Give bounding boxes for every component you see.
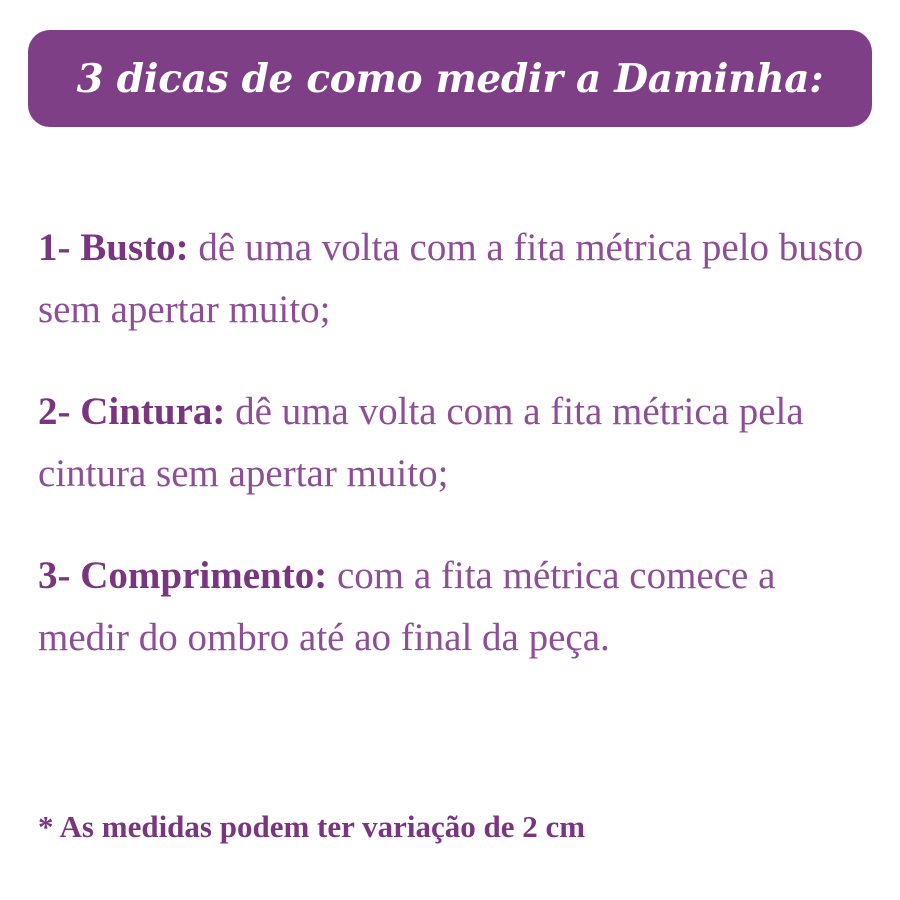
title-banner	[28, 30, 872, 127]
tip-1-text: dê uma volta com a fita métrica pelo busto sem apertar muito;	[38, 226, 864, 332]
tip-3-lead: 3- Comprimento:	[38, 553, 328, 597]
page-title: 3 dicas de como medir a Daminha:	[76, 55, 824, 102]
tip-2-lead: 2- Cintura:	[38, 389, 226, 433]
tip-1-lead: 1- Busto:	[38, 226, 189, 269]
tip-2-text: dê uma volta com a fita métrica pela cintura sem apertar muito;	[38, 389, 804, 496]
list-item	[38, 545, 868, 670]
list-item	[38, 217, 868, 342]
footnote: * As medidas podem ter variação de 2 cm	[38, 809, 586, 844]
tips-list	[38, 178, 868, 713]
list-item	[38, 381, 868, 506]
tip-3-text: com a fita métrica comece a medir do ombro até ao final da peça.	[38, 553, 776, 659]
